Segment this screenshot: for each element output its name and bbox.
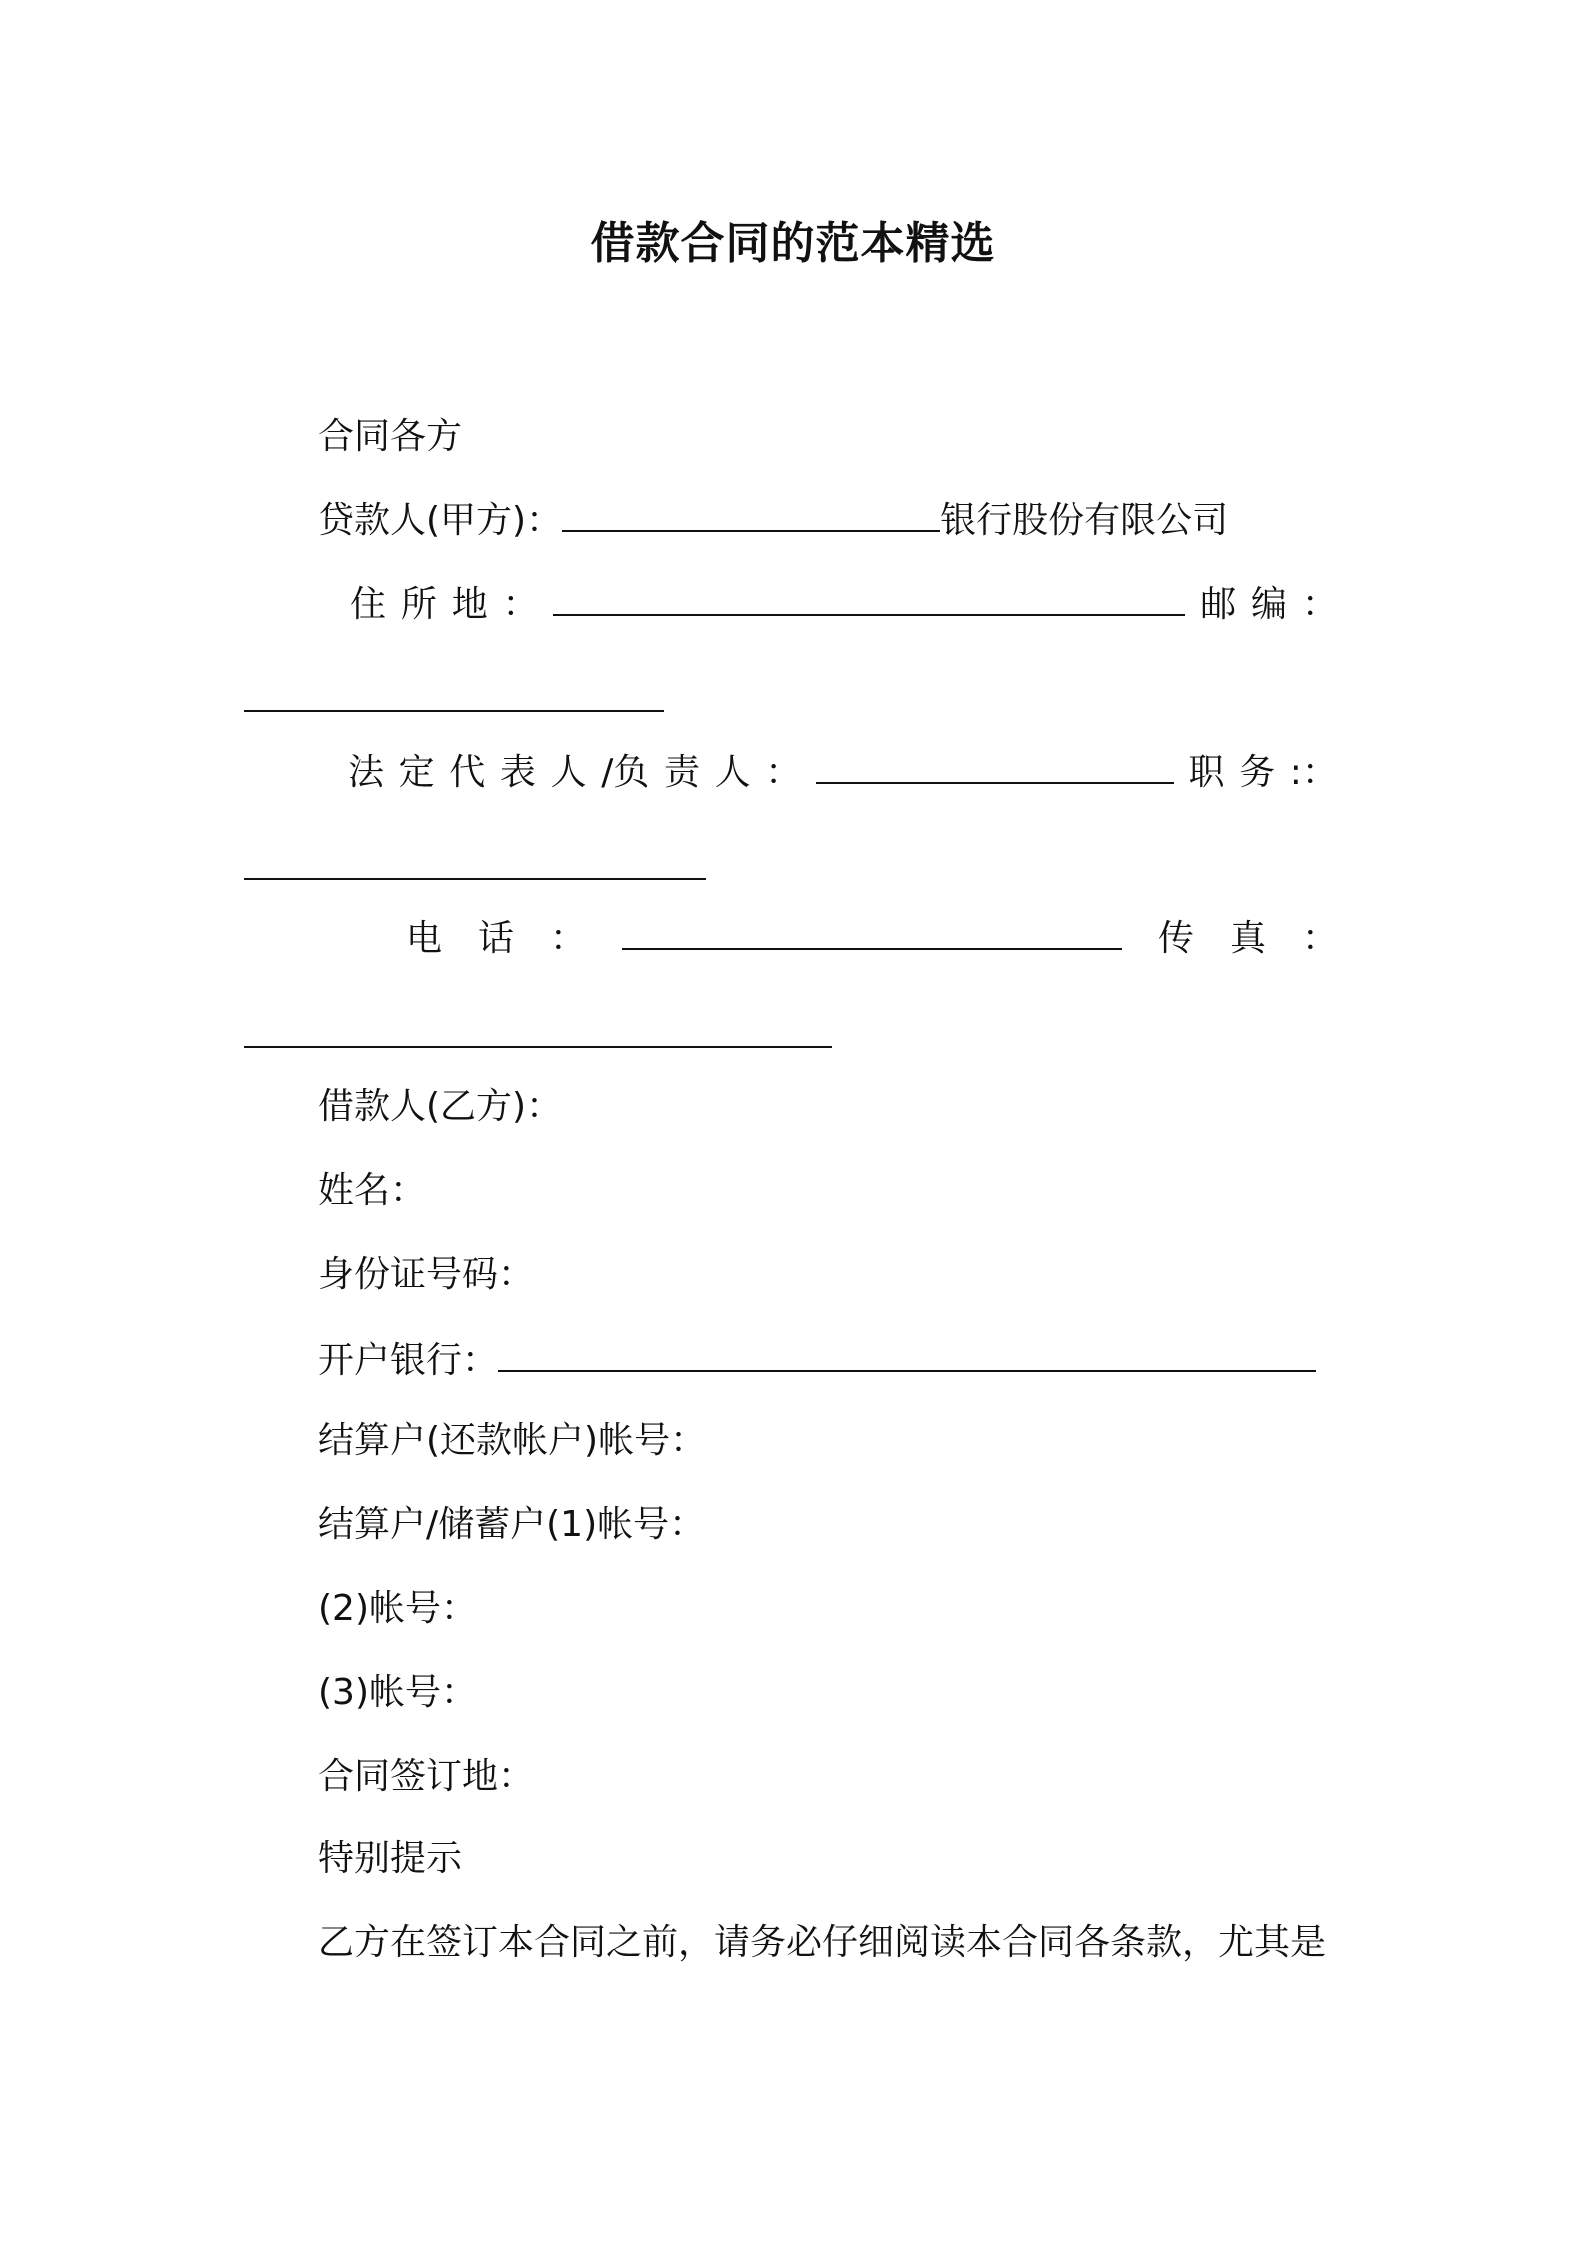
lender-name-blank	[562, 500, 940, 532]
lender-label: 贷款人(甲方)：	[318, 500, 563, 541]
fax-label-3: ：	[1301, 918, 1338, 959]
document-title: 借款合同的范本精选	[590, 218, 996, 269]
position-label-1: 职	[1188, 752, 1225, 793]
rep-label-4: 表	[499, 752, 536, 793]
parties-heading: 合同各方	[318, 416, 463, 457]
position-blank	[244, 878, 706, 880]
rep-label-8: 人	[714, 752, 751, 793]
bank-blank	[498, 1340, 1316, 1372]
rep-label-9: ：	[765, 752, 802, 793]
fax-blank	[244, 1046, 832, 1048]
phone-label-2: 话	[478, 918, 515, 959]
savings-account-label: 结算户/储蓄户(1)帐号：	[318, 1504, 706, 1545]
rep-label-2: 定	[398, 752, 435, 793]
phone-label-3: ：	[550, 918, 587, 959]
representative-blank	[816, 752, 1174, 784]
phone-label-1: 电	[406, 918, 443, 959]
rep-label-7: 责	[663, 752, 700, 793]
postcode-blank	[244, 710, 664, 712]
fax-label-1: 传	[1157, 918, 1194, 959]
account2-label: (2)帐号：	[318, 1588, 477, 1629]
position-label-2: 务	[1239, 752, 1276, 793]
bank-label: 开户银行：	[318, 1340, 499, 1381]
address-label-2: 所	[400, 584, 437, 625]
address-line	[350, 580, 1338, 630]
lender-line	[318, 496, 1228, 546]
rep-label-6: /负	[601, 752, 650, 793]
postcode-label-2: 编	[1251, 584, 1288, 625]
postcode-label-3: ：	[1301, 584, 1338, 625]
address-label-3: 地	[451, 584, 488, 625]
rep-label-3: 代	[449, 752, 486, 793]
phone-line	[406, 914, 1338, 964]
borrower-name-label: 姓名：	[318, 1170, 427, 1211]
notice-text: 乙方在签订本合同之前，请务必仔细阅读本合同各条款，尤其是	[318, 1922, 1327, 1963]
borrower-id-label: 身份证号码：	[318, 1254, 535, 1295]
address-label-1: 住	[350, 584, 387, 625]
address-blank	[553, 584, 1185, 616]
special-notice-heading: 特别提示	[318, 1838, 463, 1879]
phone-blank	[622, 918, 1122, 950]
settlement-account-label: 结算户(还款帐户)帐号：	[318, 1420, 707, 1461]
fax-label-2: 真	[1229, 918, 1266, 959]
borrower-label: 借款人(乙方)：	[318, 1086, 563, 1127]
bank-line	[318, 1336, 1316, 1386]
address-label-4: ：	[502, 584, 539, 625]
position-label-3: :：	[1289, 752, 1338, 793]
representative-line	[348, 748, 1338, 798]
lender-suffix: 银行股份有限公司	[940, 500, 1229, 541]
rep-label-5: 人	[550, 752, 587, 793]
rep-label-1: 法	[348, 752, 385, 793]
postcode-label-1: 邮	[1200, 584, 1237, 625]
signing-place-label: 合同签订地：	[318, 1756, 535, 1797]
account3-label: (3)帐号：	[318, 1672, 477, 1713]
